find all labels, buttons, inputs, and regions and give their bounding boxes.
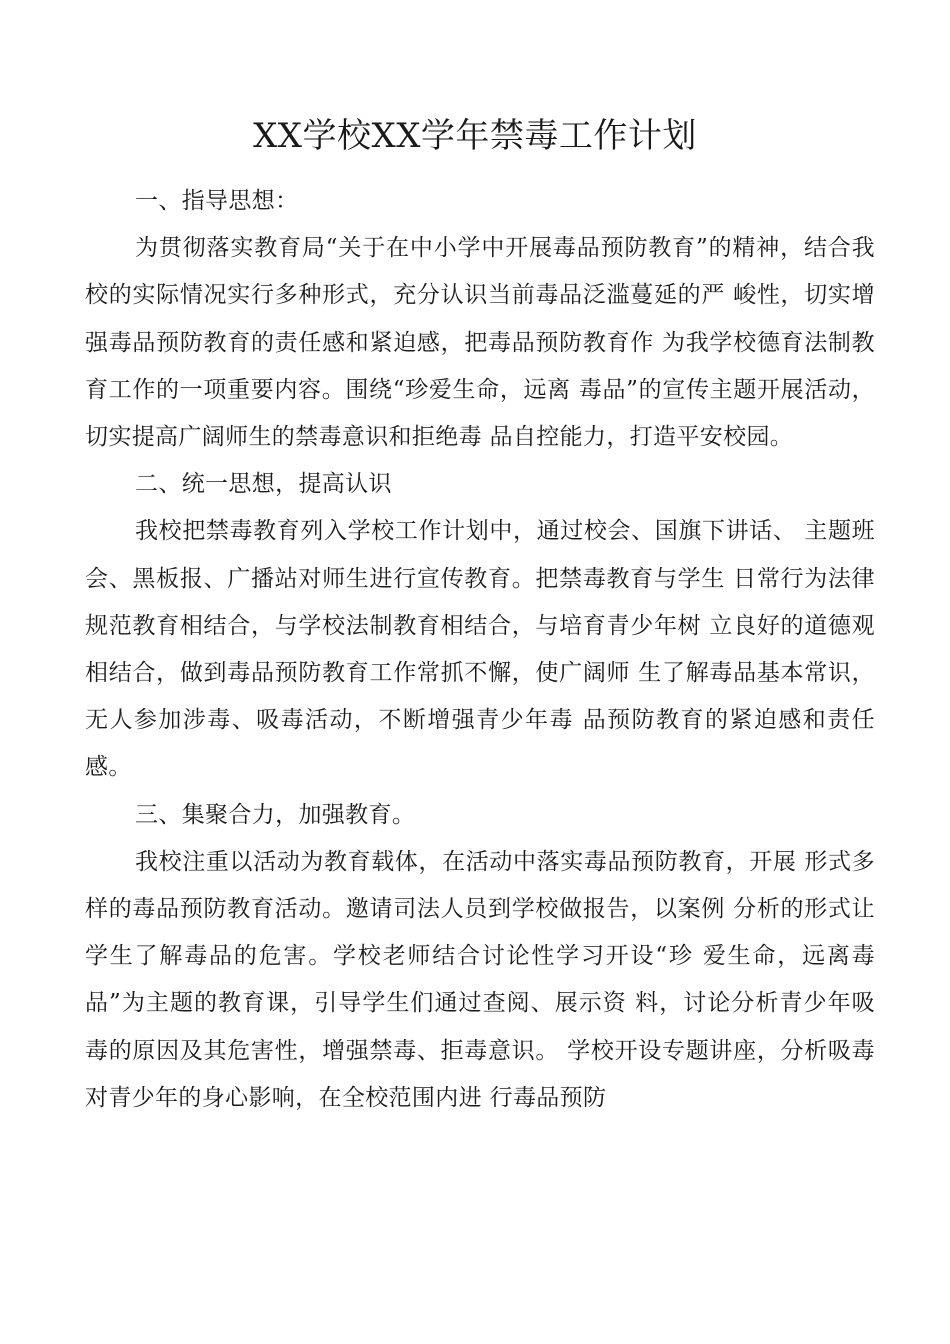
section-heading: 一、指导思想：: [135, 188, 299, 214]
document-title: XX学校XX学年禁毒工作计划: [253, 116, 697, 156]
section-paragraph: 为贯彻落实教育局“关于在中小学中开展毒品预防教育”的精神，结合我校的实际情况实行多种形式，充分认识当前毒品泛滥蔓延的严 峻性，切实增强毒品预防教育的责任感和紧迫感，把毒品预防教育作 为我学校德育法制教育工作的一项重要内容。围绕“珍爱生命，远离 毒品”的宣传主题开展活动，切实提高广阔师生的禁毒意识和拒绝毒 品自控能力，打造平安校园。: [85, 235, 875, 451]
section-heading: 三、集聚合力，加强教育。: [135, 801, 416, 828]
section-paragraph: 我校注重以活动为教育载体，在活动中落实毒品预防教育，开展 形式多样的毒品预防教育活动。邀请司法人员到学校做报告，以案例 分析的形式让学生了解毒品的危害。学校老师结合讨论性学习开设“珍 爱生命，远离毒品”为主题的教育课，引导学生们通过查阅、展示资 料，讨论分析青少年吸毒的原因及其危害性，增强禁毒、拒毒意识。 学校开设专题讲座，分析吸毒对青少年的身心影响，在全校范围内进 行毒品预防: [85, 848, 875, 1111]
section-paragraph: 我校把禁毒教育列入学校工作计划中，通过校会、国旗下讲话、 主题班会、黑板报、广播站对师生进行宣传教育。把禁毒教育与学生 日常行为法律规范教育相结合，与学校法制教育相结合，与培育青少年树 立良好的道德观相结合，做到毒品预防教育工作常抓不懈，使广阔师 生了解毒品基本常识，无人参加涉毒、吸毒活动，不断增强青少年毒 品预防教育的紧迫感和责任感。: [85, 518, 875, 781]
section-heading: 二、统一思想，提高认识: [135, 471, 392, 498]
section-strengthen-education: [85, 792, 875, 1122]
section-unify-thinking: [85, 461, 875, 791]
document-body: [85, 178, 875, 1122]
section-guiding-thought: [85, 178, 875, 461]
